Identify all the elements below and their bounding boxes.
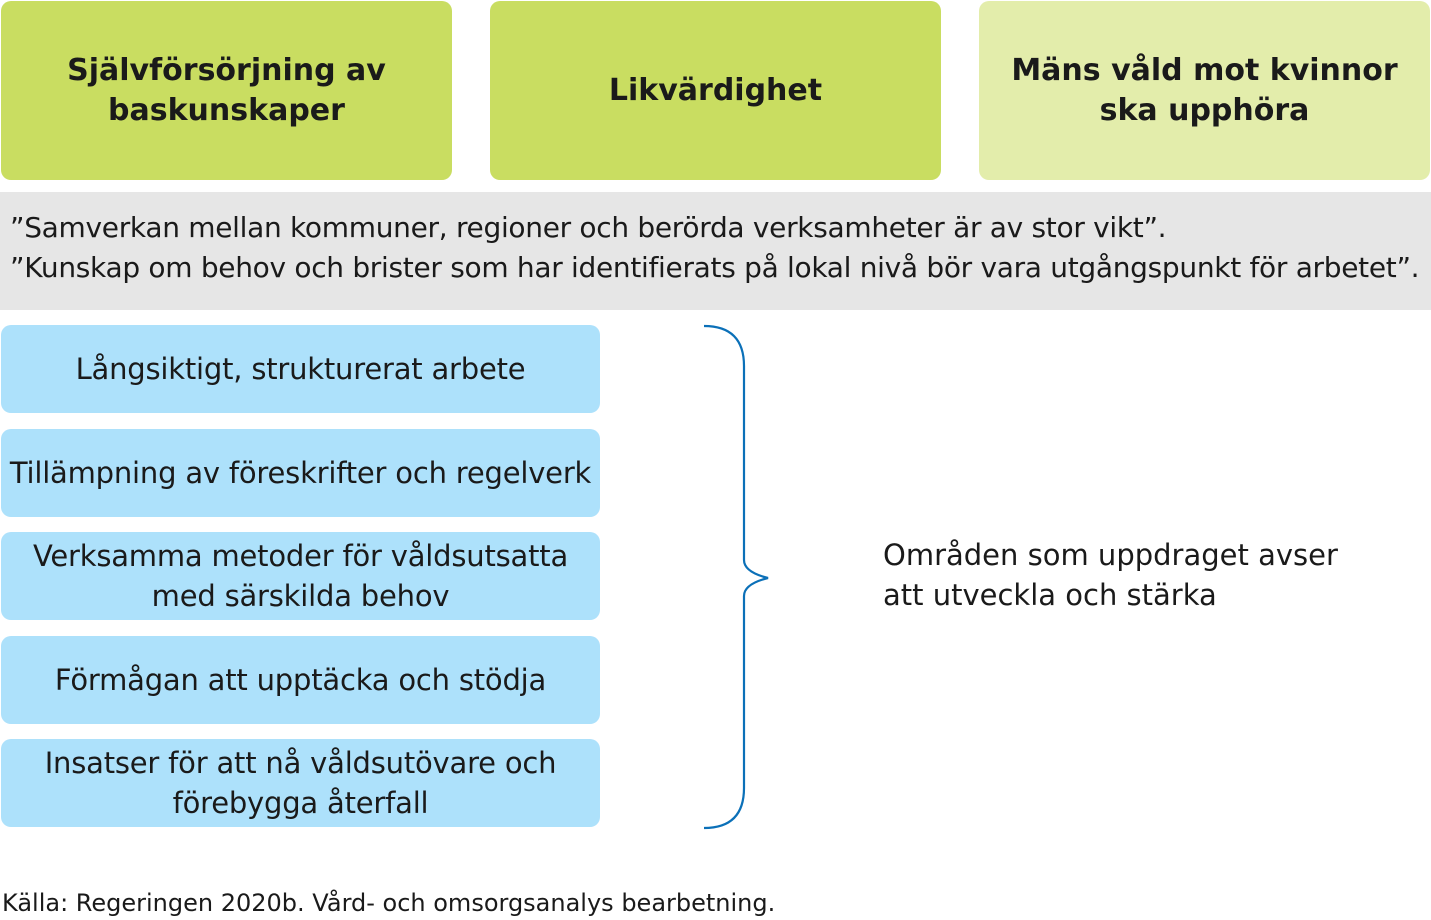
- quote-band: [0, 192, 1431, 310]
- area-box-metoder: [1, 532, 600, 620]
- area-box-insatser: [1, 739, 600, 827]
- goal-box-mans-vald: [979, 1, 1430, 180]
- area-label: Insatser för att nå våldsutövare och förebygga återfall: [44, 746, 557, 820]
- area-box-langsiktigt: [1, 325, 600, 413]
- source-note: Källa: Regeringen 2020b. Vård- och omsorgsanalys bearbetning.: [2, 889, 776, 917]
- brace-label: Områden som uppdraget avser att utveckla och stärka: [883, 538, 1338, 612]
- area-label: Tillämpning av föreskrifter och regelverk: [9, 456, 592, 490]
- area-box-tillampning: [1, 429, 600, 517]
- goal-label: Mäns våld mot kvinnor ska upphöra: [1011, 52, 1398, 128]
- curly-brace-icon: [700, 322, 780, 832]
- goal-label: Självförsörjning av baskunskaper: [67, 52, 386, 128]
- area-box-formagan: [1, 636, 600, 724]
- area-label: Verksamma metoder för våldsutsatta med särskilda behov: [32, 539, 569, 613]
- goal-label: Likvärdighet: [608, 72, 823, 108]
- quote-line-kunskap: ”Kunskap om behov och brister som har identifierats på lokal nivå bör vara utgångspunkt för arbetet”.: [10, 251, 1420, 284]
- quote-line-samverkan: ”Samverkan mellan kommuner, regioner och berörda verksamheter är av stor vikt”.: [10, 211, 1167, 244]
- area-label: Förmågan att upptäcka och stödja: [54, 663, 547, 697]
- area-label: Långsiktigt, strukturerat arbete: [75, 352, 526, 386]
- goal-box-likvardighet: [490, 1, 941, 180]
- goal-box-sjalvforsorjning: [1, 1, 452, 180]
- brace-path: [704, 326, 768, 828]
